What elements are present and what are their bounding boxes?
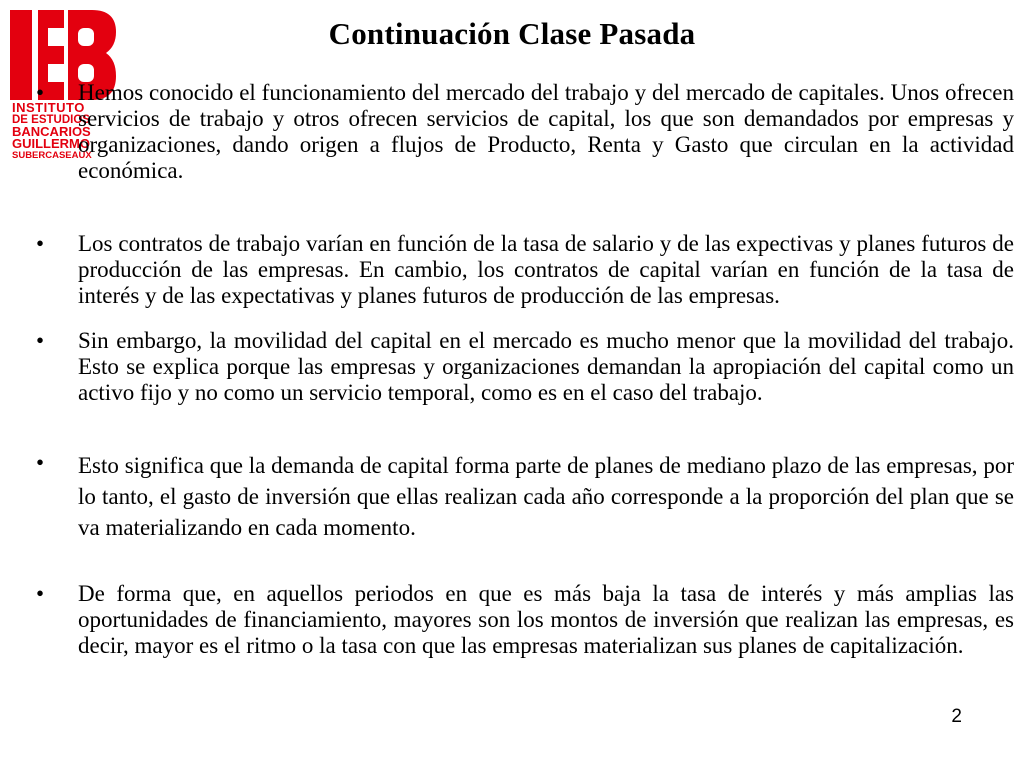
bullet-text: Esto significa que la demanda de capital forma parte de planes de mediano plazo de las empresas, por lo tanto, el gasto de inversión que ellas realizan cada año corresponde a la proporción del plan que se va materializando en cada momento.	[78, 453, 1014, 540]
bullet-icon: •	[36, 80, 45, 105]
slide-title: Continuación Clase Pasada	[328, 16, 696, 51]
logo-line: INSTITUTO	[12, 100, 85, 115]
bullet-item	[36, 231, 1014, 309]
bullet-icon: •	[36, 328, 45, 353]
logo-line: DE ESTUDIOS	[12, 114, 90, 126]
bullet-text: De forma que, en aquellos periodos en que es más baja la tasa de interés y más amplias las oportunidades de financiamiento, mayores son los montos de inversión que realizan las empresas, es decir, mayor es el ritmo o la tasa con que las empresas materializan sus planes de capitalización.	[78, 581, 1014, 658]
logo-line: GUILLERMO	[12, 136, 90, 151]
bullet-item	[36, 581, 1014, 659]
page-number: 2	[951, 706, 962, 727]
logo-line: SUBERCASEAUX	[12, 150, 92, 161]
bullet-icon: •	[36, 231, 45, 256]
bullet-item	[36, 80, 1014, 184]
bullet-text: Hemos conocido el funcionamiento del mercado del trabajo y del mercado de capitales. Unos ofrecen servicios de trabajo y otros ofrecen servicios de capital, los que son demandados por empresas y organizaciones, dando origen a flujos de Producto, Renta y Gasto que circulan en la actividad económica.	[78, 80, 1014, 183]
bullet-item	[36, 328, 1014, 406]
logo-line: BANCARIOS	[12, 124, 91, 139]
bullet-list	[36, 80, 1014, 659]
bullet-icon: •	[36, 450, 45, 475]
bullet-item	[36, 450, 1014, 543]
bullet-text: Los contratos de trabajo varían en función de la tasa de salario y de las expectivas y planes futuros de producción de las empresas. En cambio, los contratos de capital varían en función de la tasa de interés y de las expectativas y planes futuros de producción de las empresas.	[78, 231, 1014, 308]
bullet-icon: •	[36, 581, 45, 606]
bullet-text: Sin embargo, la movilidad del capital en el mercado es mucho menor que la movilidad del trabajo. Esto se explica porque las empresas y organizaciones demandan la apropiación del capital como un activo fijo y no como un servicio temporal, como es en el caso del trabajo.	[78, 328, 1014, 405]
